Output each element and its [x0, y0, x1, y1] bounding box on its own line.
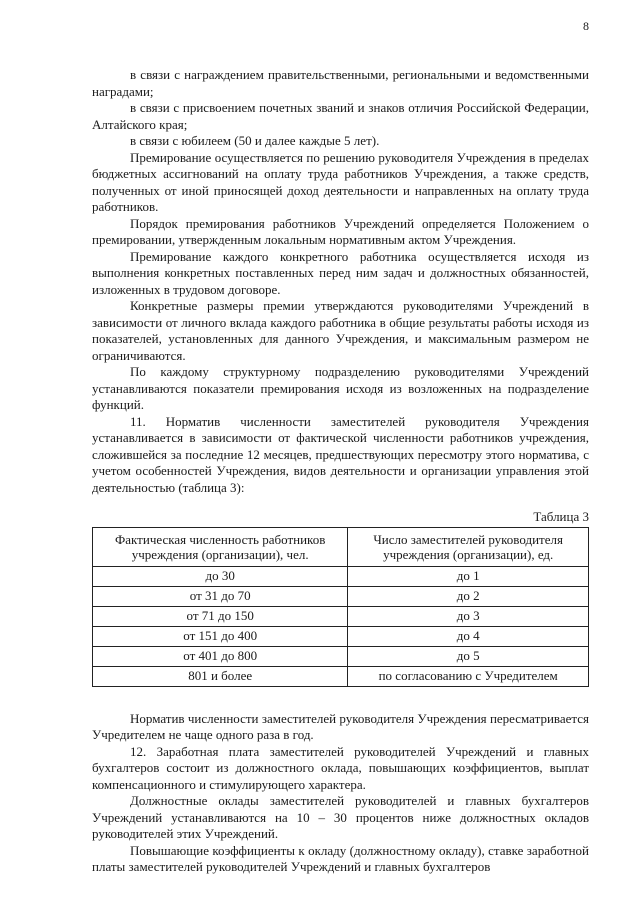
- header-deputies: Число заместителей руководителя учреждения (организации), ед.: [348, 527, 589, 566]
- cell-employees: от 151 до 400: [93, 626, 348, 646]
- paragraph: Конкретные размеры премии утверждаются руководителями Учреждений в зависимости от личного вклада каждого работника в общие результаты работы исходя из показателей, установленных для данного Учреждения, и максимальным размером не ограничиваются.: [92, 298, 589, 363]
- cell-employees: от 71 до 150: [93, 606, 348, 626]
- cell-employees: от 401 до 800: [93, 646, 348, 666]
- table-row: [93, 626, 589, 646]
- table-row: [93, 586, 589, 606]
- page-number: 8: [583, 19, 589, 33]
- paragraph: 12. Заработная плата заместителей руководителей Учреждений и главных бухгалтеров состоит из должностного оклада, повышающих коэффициентов, выплат компенсационного и стимулирующего характера.: [92, 743, 589, 792]
- cell-deputies: по согласованию с Учредителем: [348, 666, 589, 686]
- cell-employees: от 31 до 70: [93, 586, 348, 606]
- table-row: [93, 646, 589, 666]
- cell-deputies: до 2: [348, 586, 589, 606]
- cell-employees: до 30: [93, 566, 348, 586]
- paragraph: По каждому структурному подразделению руководителями Учреждений устанавливаются показатели премирования исходя из возложенных на подразделение функций.: [92, 364, 589, 412]
- table-row: [93, 666, 589, 686]
- header-employees: Фактическая численность работников учреждения (организации), чел.: [93, 527, 348, 566]
- table-caption: Таблица 3: [533, 509, 589, 524]
- paragraph: Премирование осуществляется по решению руководителя Учреждения в пределах бюджетных ассигнований на оплату труда работников Учреждения, а также средств, полученных от иной приносящей доход деятельности и направленных на оплату труда работников.: [92, 149, 589, 214]
- cell-deputies: до 4: [348, 626, 589, 646]
- table-row: [93, 566, 589, 586]
- paragraph: 11. Норматив численности заместителей руководителя Учреждения устанавливается в зависимости от фактической численности работников учреждения, сложившейся за последние 12 месяцев, предшествующих пересмотру этого норматива, с учетом особенностей Учреждения, видов деятельности и организации управления этой деятельностью (таблица 3):: [92, 413, 589, 495]
- text-after-table: [92, 711, 589, 876]
- cell-employees: 801 и более: [93, 666, 348, 686]
- staffing-table: [92, 527, 589, 687]
- paragraph: Порядок премирования работников Учреждений определяется Положением о премировании, утвержденным локальным нормативным актом Учреждения.: [92, 215, 589, 247]
- cell-deputies: до 3: [348, 606, 589, 626]
- paragraph: Премирование каждого конкретного работника осуществляется исходя из выполнения конкретных поставленных перед ним задач и должностных обязанностей, изложенных в трудовом договоре.: [92, 248, 589, 297]
- paragraph: в связи с юбилеем (50 и далее каждые 5 лет).: [130, 133, 380, 148]
- table-header-row: [93, 527, 589, 566]
- document-body: [92, 67, 589, 876]
- paragraph: Должностные оклады заместителей руководителей и главных бухгалтеров Учреждений устанавливаются на 10 – 30 процентов ниже должностных окладов руководителей этих Учреждений.: [92, 793, 589, 841]
- table-row: [93, 606, 589, 626]
- paragraph: в связи с награждением правительственными, региональными и ведомственными наградами;: [92, 67, 589, 99]
- paragraph: Повышающие коэффициенты к окладу (должностному окладу), ставке заработной платы заместителей руководителей Учреждений и главных бухгалтеров: [92, 842, 589, 874]
- paragraph: Норматив численности заместителей руководителя Учреждения пересматривается Учредителем не чаще одного раза в год.: [92, 710, 589, 742]
- cell-deputies: до 5: [348, 646, 589, 666]
- paragraph: в связи с присвоением почетных званий и знаков отличия Российской Федерации, Алтайского края;: [92, 100, 589, 132]
- cell-deputies: до 1: [348, 566, 589, 586]
